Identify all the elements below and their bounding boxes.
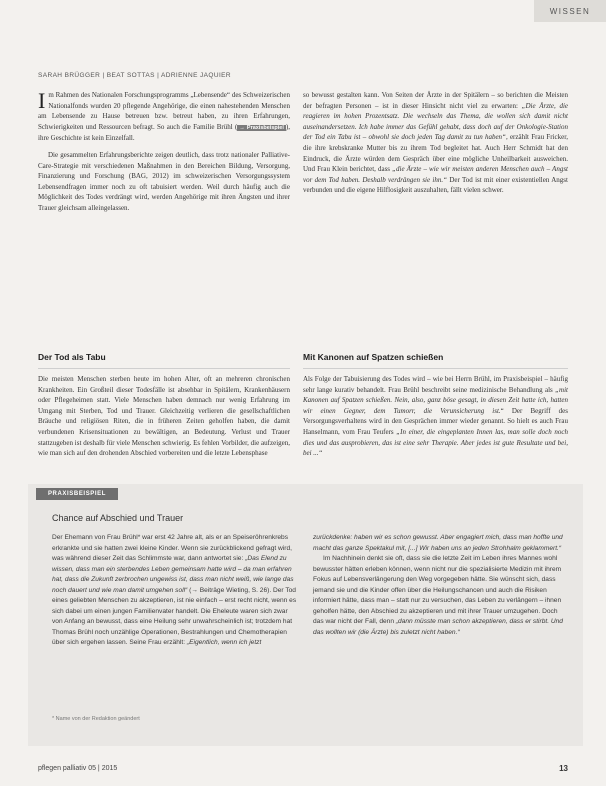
page-number: 13: [559, 764, 568, 773]
intro-paragraph-2: Die gesammelten Erfahrungsberichte zeigen deutlich, dass trotz nationaler Palliative-Care-Strategie mit verschiedenen Maßnahmen in den Bereichen Bildung, Versorgung, Finanzierung und Forschung (BAG, 2012) im schweizerischen Versorgungssystem Lebensendfragen immer noch zu oft tabuisiert werden. Weil durch häufig auch die Möglichkeit des Todes verdrängt wird, werden Angehörige mit ihren Ängsten und ihrer Trauer gleichsam alleingelassen.: [38, 150, 290, 212]
byline: SARAH BRÜGGER | BEAT SOTTAS | ADRIENNE JAQUIER: [38, 72, 231, 79]
intro-left-column: [38, 90, 290, 220]
footnote: * Name von der Redaktion geändert: [52, 716, 140, 722]
drop-cap: I: [38, 88, 46, 113]
praxisbeispiel-title: Chance auf Abschied und Trauer: [52, 513, 184, 523]
praxisbeispiel-left-column: [52, 533, 297, 649]
heading-kanonen-spatzen: Mit Kanonen auf Spatzen schießen: [303, 352, 444, 362]
praxisbeispiel-right-paragraph-2: Im Nachhinein denkt sie oft, dass sie die letzte Zeit im Leben ihres Mannes wohl bewusster hätten erleben können, wenn nicht nur die spezialisierte Medizin mit ihrem Fokus auf Lebensverlängerung den Weg vorgegeben hätte. Sie wünscht sich, dass jemand sie und die Kinder offen über die Heilungschancen und auch die Risiken informiert hätte, dass man – statt nur zu versuchen, das Leben zu verlängern – ihnen geholfen hätte, den Abschied zu akzeptieren und mit ihrer Trauer umzugehen. Doch das war nicht der Fall, denn „dann müsste man schon akzeptieren, dass er stirbt. Und das wollten wir (die Ärzte) bis zuletzt nicht haben.“: [313, 555, 563, 636]
praxisbeispiel-reference-tag: → Praxisbeispiel: [239, 124, 284, 131]
intro-paragraph-1: Im Rahmen des Nationalen Forschungsprogramms „Lebensende“ des Schweizerischen Nationalfonds wurden 20 pflegende Angehörige, die einen nahestehenden Menschen am Lebensende zu Hause betreuen bzw. betreut haben, zu ihren Erfahrungen, Schwierigkeiten und Ressourcen befragt. So auch die Familie Brühl ( → Praxisbeispiel ), ihre Geschichte ist kein Einzelfall.: [38, 88, 290, 143]
heading-divider-left: [38, 368, 290, 369]
kanonen-paragraph: Als Folge der Tabuisierung des Todes wird – wie bei Herrn Brühl, im Praxisbeispiel – häufig sehr lange kurativ behandelt. Frau Brühl beschreibt seine medizinische Behandlung als „mit Kanonen auf Spatzen schießen. Nein, also, ganz böse gesagt, in diesen Zeit hatte ich, hatten wir einen Gegner, dem Tumorr, die Verunsicherung ist.“ Der Begriff des Versorgungsverhaltens wird in den Gesprächen immer wieder genannt. So hielt es auch Frau Hanselmann, vom Frau Teufers „In einer, die eingeplanten Innen las, man solle doch noch dies und das ausprobieren, das ist eine sehr Therapie. Aber jedes ist gute Resultate und bei, bei ...“: [303, 375, 568, 458]
heading-divider-right: [303, 368, 568, 369]
journal-footer: pflegen palliativ 05 | 2015: [38, 765, 118, 772]
section-label: WISSEN: [534, 0, 606, 22]
praxisbeispiel-right-paragraph-1: zurückdenke: haben wir es schon gewusst. Aber engagiert mich, dass man hoffte und macht das ganze Spektakul mit, [...] Wir haben uns an jeden Strohhalm geklammert.“: [313, 534, 563, 552]
tabu-column: [38, 374, 290, 465]
praxisbeispiel-label: PRAXISBEISPIEL: [36, 488, 118, 500]
kanonen-column: [303, 374, 568, 465]
intro-right-paragraph: so bewusst gestalten kann. Von Seiten der Ärzte in der Spitälern – so berichten die Meisten der befragten Personen – ist in dieser Hinsicht nicht viel zu erwarten: „Die Ärzte, die reagieren im hohen Prozentsatz. Die wechseln das Thema, die wollen sich damit nicht auseinandersetzen. Ich habe immer das Gefühl gehabt, dass doch auf der Onkologie-Station der Tod ein Tabu ist – obwohl sie doch jeden Tag damit zu tun haben“, erzählt Frau Fricker, die ihre krebskranke Mutter bis zu ihrem Tod begleitet hat. Auch Herr Schmidt hat den Eindruck, die Ärzte würden dem Gespräch über eine mögliche Unheilbarkeit ausweichen. Und Frau Klein berichtet, dass „die Ärzte – wie wir meisten anderen Menschen auch – Angst vor dem Tod haben. Deshalb verdrängen sie ihn.“ Der Tod ist mit einer existentiellen Angst verbunden und die eigene Hilflosigkeit auszuhalten, fällt vielen schwer.: [303, 91, 568, 195]
heading-tod-als-tabu: Der Tod als Tabu: [38, 352, 106, 362]
praxisbeispiel-left-paragraph: Der Ehemann von Frau Brühl* war erst 42 Jahre alt, als er an Speiseröhrenkrebs erkrankte und sie hatten zwei kleine Kinder. Wenn sie zurückblickend gefragt wird, was während dieser Zeit das Schlimmste war, dann antwortet sie: „Das Elend zu wissen, dass man ein sterbendes Leben gemeinsam hatte wird – da man erfahren hat, dass die Zukunft zerbrochen ungewiss ist, dass man nicht weiß, wie lange das noch dauert und wie man damit umgehen soll“ (→ Beiträge Wieting, S. 26). Der Tod eines geliebten Menschen zu akzeptieren, ist nie einfach – erst recht nicht, wenn es sich dabei um einen jungen Familienvater handelt. Die Eheleute waren sich zwar von Anfang an bewusst, dass eine Heilung sehr unwahrscheinlich ist; trotzdem hat Thomas Brühl noch unzählige Operationen, Bestrahlungen und Chemotherapien über sich ergehen lassen. Seine Frau erzählt: „Eigentlich, wenn ich jetzt: [52, 534, 297, 646]
intro-right-column: [303, 90, 568, 202]
tabu-paragraph: Die meisten Menschen sterben heute im hohen Alter, oft an mehreren chronischen Krankheiten. Ein Großteil dieser Todesfälle ist absehbar in Spitälern, Krankenhäusern oder Pflegeheimen statt. Viele Menschen haben demnach nur wenig Erfahrung im Umgang mit Sterben, Tod und Trauer. Gleichzeitig verlieren die gesellschaftlichen Bräuche und religiösen Riten, die in früheren Zeiten geholfen haben, die damit verbundenen Krisensituationen zu bewältigen, an Bedeutung. Verlust und Trauer stattzugeben ist deshalb für viele Menschen schwierig. Es fehlen Vorbilder, die aufzeigen, wie man sich auf den drohenden Abschied vorbereiten und die letzte Lebensphase: [38, 375, 290, 458]
praxisbeispiel-right-column: [313, 533, 563, 638]
